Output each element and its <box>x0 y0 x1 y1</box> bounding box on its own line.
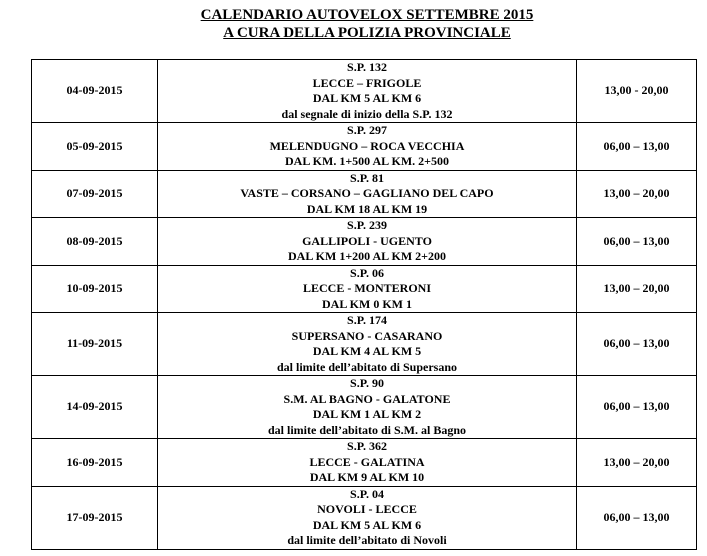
km-range: DAL KM 1+200 AL KM 2+200 <box>287 249 446 263</box>
road-number: S.P. 90 <box>350 376 384 390</box>
road-cell <box>158 439 577 487</box>
schedule-row <box>32 218 697 266</box>
time-cell: 13,00 - 20,00 <box>577 60 697 123</box>
road-number: S.P. 362 <box>347 439 387 453</box>
route-name: GALLIPOLI - UGENTO <box>302 233 432 248</box>
route-name: NOVOLI - LECCE <box>317 502 417 516</box>
km-range: DAL KM 5 AL KM 6 <box>312 517 422 532</box>
time-cell: 13,00 – 20,00 <box>577 170 697 218</box>
route-name: LECCE – FRIGOLE <box>312 75 422 90</box>
location-note: dal limite dell’abitato di S.M. al Bagno <box>267 422 466 437</box>
schedule-row <box>32 265 697 313</box>
schedule-row <box>32 486 697 549</box>
time-cell: 13,00 – 20,00 <box>577 265 697 313</box>
date-cell: 07-09-2015 <box>32 170 158 218</box>
road-number: S.P. 239 <box>347 218 387 232</box>
road-cell <box>158 376 577 439</box>
location-note: dal segnale di inizio della S.P. 132 <box>281 106 453 121</box>
km-range: DAL KM 1 AL KM 2 <box>312 407 422 421</box>
route-name: VASTE – CORSANO – GAGLIANO DEL CAPO <box>240 186 494 200</box>
schedule-row <box>32 60 697 123</box>
km-range: DAL KM 5 AL KM 6 <box>312 91 422 105</box>
route-name: LECCE - MONTERONI <box>302 281 431 295</box>
date-cell: 11-09-2015 <box>32 313 158 376</box>
schedule-row <box>32 439 697 487</box>
date-cell: 16-09-2015 <box>32 439 158 487</box>
road-cell <box>158 265 577 313</box>
time-cell: 06,00 – 13,00 <box>577 123 697 171</box>
route-name: LECCE - GALATINA <box>309 454 425 469</box>
road-cell <box>158 60 577 123</box>
road-number: S.P. 174 <box>347 313 387 327</box>
route-name: SUPERSANO - CASARANO <box>291 328 443 343</box>
schedule-row <box>32 170 697 218</box>
date-cell: 14-09-2015 <box>32 376 158 439</box>
schedule-row <box>32 376 697 439</box>
road-number: S.P. 04 <box>350 486 384 501</box>
date-cell: 04-09-2015 <box>32 60 158 123</box>
date-cell: 10-09-2015 <box>32 265 158 313</box>
schedule-row <box>32 123 697 171</box>
schedule-row <box>32 313 697 376</box>
km-range: DAL KM. 1+500 AL KM. 2+500 <box>284 154 449 168</box>
date-cell: 08-09-2015 <box>32 218 158 266</box>
road-cell <box>158 218 577 266</box>
speed-camera-schedule-table <box>31 59 697 550</box>
document-subtitle: A CURA DELLA POLIZIA PROVINCIALE <box>223 25 511 41</box>
location-note: dal limite dell’abitato di Novoli <box>287 533 447 547</box>
time-cell: 06,00 – 13,00 <box>577 486 697 549</box>
time-cell: 06,00 – 13,00 <box>577 313 697 376</box>
road-cell <box>158 123 577 171</box>
time-cell: 06,00 – 13,00 <box>577 218 697 266</box>
date-cell: 05-09-2015 <box>32 123 158 171</box>
km-range: DAL KM 18 AL KM 19 <box>306 201 428 216</box>
road-number: S.P. 81 <box>350 170 384 185</box>
km-range: DAL KM 0 KM 1 <box>322 296 412 311</box>
road-number: S.P. 132 <box>347 60 387 74</box>
route-name: MELENDUGNO – ROCA VECCHIA <box>269 138 465 153</box>
route-name: S.M. AL BAGNO - GALATONE <box>283 391 451 406</box>
document-title: CALENDARIO AUTOVELOX SETTEMBRE 2015 <box>200 7 534 23</box>
schedule-table-body <box>32 60 697 550</box>
km-range: DAL KM 9 AL KM 10 <box>309 470 425 484</box>
time-cell: 06,00 – 13,00 <box>577 376 697 439</box>
road-cell <box>158 486 577 549</box>
date-cell: 17-09-2015 <box>32 486 158 549</box>
km-range: DAL KM 4 AL KM 5 <box>312 344 422 358</box>
road-number: S.P. 06 <box>350 265 384 280</box>
road-cell <box>158 170 577 218</box>
road-cell <box>158 313 577 376</box>
road-number: S.P. 297 <box>347 123 387 137</box>
location-note: dal limite dell’abitato di Supersano <box>276 359 458 374</box>
time-cell: 13,00 – 20,00 <box>577 439 697 487</box>
